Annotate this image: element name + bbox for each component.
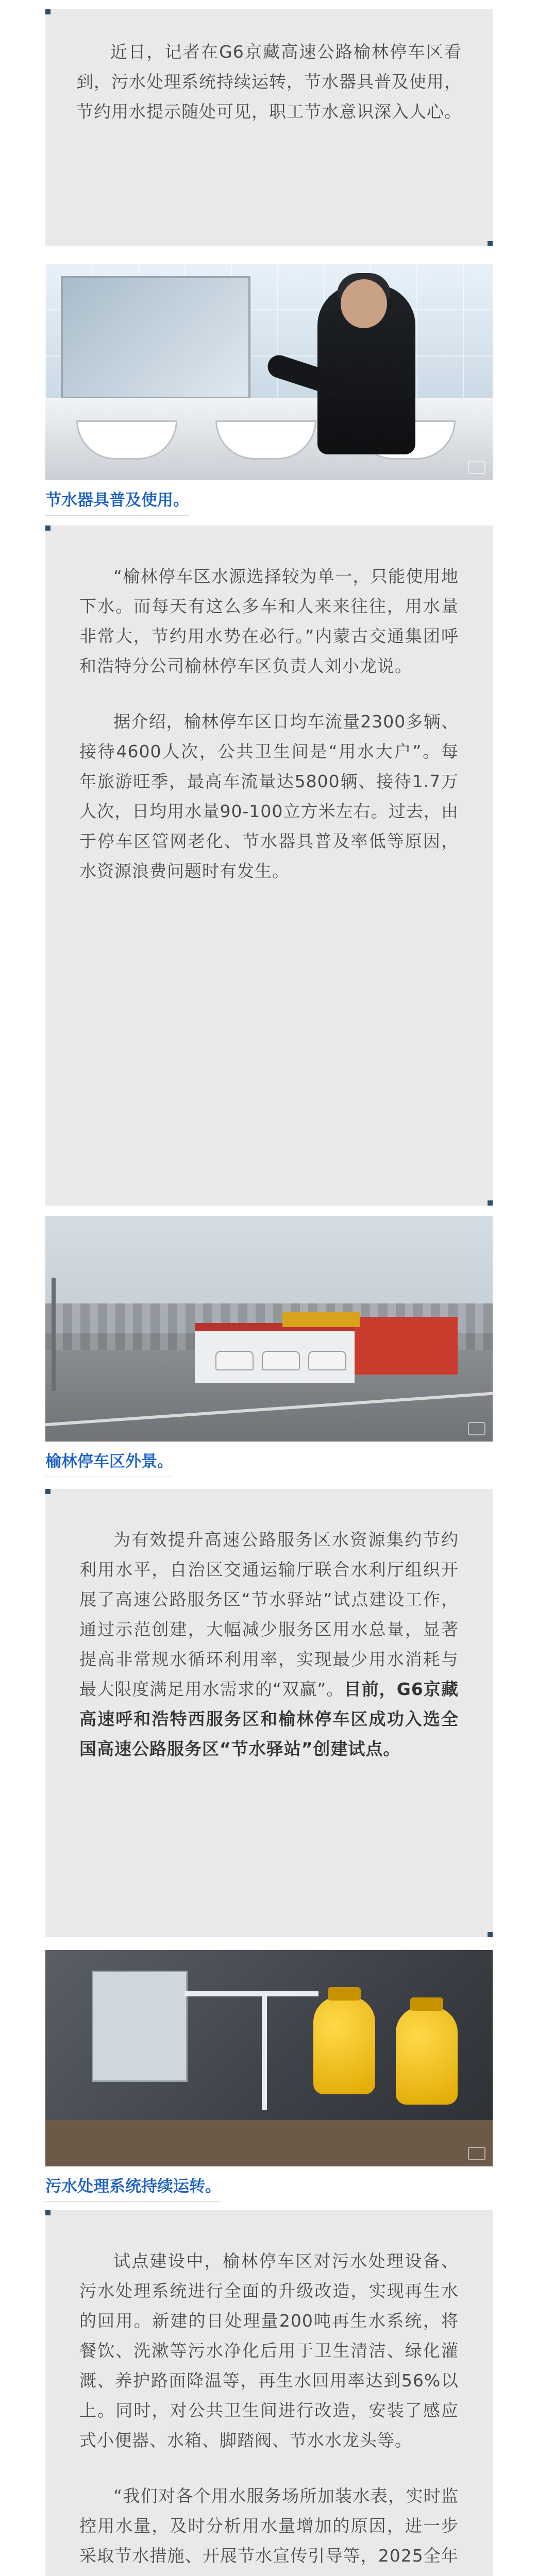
photo-caption: 节水器具普及使用。 [45, 489, 189, 516]
lead-paragraph: 近日，记者在G6京藏高速公路榆林停车区看到，污水处理系统持续运转，节水器具普及使用，节约用水提示随处可见，职工节水意识深入人心。 [76, 42, 462, 122]
photo-block-sewage [45, 1950, 493, 2202]
paragraph-highlight: 目前，G6京藏高速呼和浩特西服务区和榆林停车区成功入选全国高速公路服务区“节水驿站”创建试点。 [79, 1679, 459, 1759]
photo-block-water-fixtures [45, 264, 493, 516]
photo-sewage-treatment-system[interactable] [45, 1950, 493, 2166]
paragraph-text: 为有效提升高速公路服务区水资源集约节约利用水平，自治区交通运输厅联合水利厅组织开展了高速公路服务区“节水驿站”试点建设工作，通过示范创建，大幅减少服务区用水总量，显著提高非常规水循环利用率，实现最少用水消耗与最大限度满足用水需求的“双赢”。 [79, 1530, 459, 1699]
image-icon [468, 1422, 485, 1435]
paragraph: “榆林停车区水源选择较为单一，只能使用地下水。而每天有这么多车和人来来往往，用水量非常大，节约用水势在必行。”内蒙古交通集团呼和浩特分公司榆林停车区负责人刘小龙说。 [79, 566, 459, 676]
paragraph: “我们对各个用水服务场所加装水表，实时监控用水量，及时分析用水量增加的原因，进一步采取节水措施、开展节水宣传引导等，2025全年 [79, 2486, 459, 2566]
paragraph: 试点建设中，榆林停车区对污水处理设备、污水处理系统进行全面的升级改造，实现再生水的回用。新建的日处理量200吨再生水系统，将餐饮、洗漱等污水净化后用于卫生清洁、绿化灌溉、养护路面降温等，再生水回用率达到56%以上。同时，对公共卫生间进行改造，安装了感应式小便器、水箱、脚踏阀、节水水龙头等。 [79, 2251, 459, 2450]
lead-card [45, 9, 493, 246]
content-card-2 [45, 1489, 493, 1937]
image-icon [468, 2147, 485, 2160]
image-icon [468, 461, 485, 474]
paragraph: 据介绍，榆林停车区日均车流量2300多辆、接待4600人次，公共卫生间是“用水大户”。每年旅游旺季，最高车流量达5800辆、接待1.7万人次，日均用水量90-100立方米左右。过去，由于停车区管网老化、节水器具普及率低等原因，水资源浪费问题时有发生。 [79, 711, 459, 881]
content-card-1 [45, 526, 493, 1206]
photo-caption: 污水处理系统持续运转。 [45, 2176, 221, 2202]
photo-caption: 榆林停车区外景。 [45, 1451, 173, 1477]
content-card-3 [45, 2210, 493, 2576]
photo-water-saving-fixtures[interactable] [45, 264, 493, 480]
paragraph [79, 1525, 459, 1764]
photo-rest-area-exterior[interactable] [45, 1216, 493, 1442]
photo-block-exterior [45, 1216, 493, 1477]
